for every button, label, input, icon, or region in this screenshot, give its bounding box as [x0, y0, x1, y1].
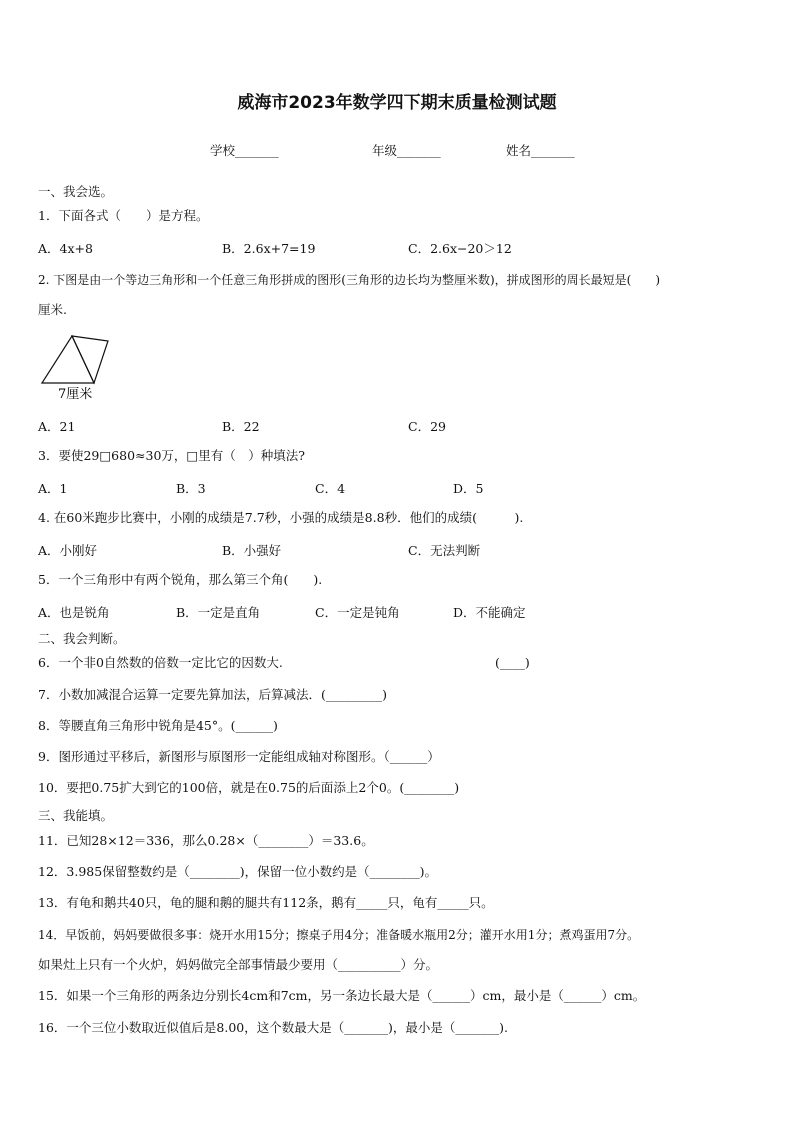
q4-option-a[interactable]: A．小刚好 [38, 543, 98, 558]
question-11: 11．已知28×12＝336，那么0.28×（________）＝33.6。 [38, 833, 374, 848]
q5-option-c[interactable]: C．一定是钝角 [315, 605, 400, 620]
question-2-cont: 厘米. [38, 302, 67, 317]
q5-option-b[interactable]: B．一定是直角 [176, 605, 261, 620]
page-title: 威海市2023年数学四下期末质量检测试题 [237, 93, 557, 113]
question-13: 13．有龟和鹅共40只，龟的腿和鹅的腿共有112条，鹅有_____只，龟有_____只。 [38, 895, 494, 910]
question-10: 10．要把0.75扩大到它的100倍，就是在0.75的后面添上2个0。(________) [38, 780, 460, 795]
section-heading-choice: 一、我会选。 [38, 184, 114, 199]
q1-option-b[interactable]: B．2.6x+7=19 [222, 241, 316, 256]
question-6-blank[interactable]: (____) [495, 655, 530, 670]
question-8: 8．等腰直角三角形中锐角是45°。(______) [38, 718, 278, 733]
name-label: 姓名 [506, 143, 532, 158]
q1-option-c[interactable]: C．2.6x−20＞12 [408, 241, 512, 256]
school-label: 学校 [210, 143, 236, 158]
q2-option-b[interactable]: B．22 [222, 419, 260, 434]
q2-option-c[interactable]: C．29 [408, 419, 446, 434]
q3-option-c[interactable]: C．4 [315, 481, 346, 496]
triangle-figure [36, 330, 116, 402]
q3-option-a[interactable]: A．1 [38, 481, 68, 496]
question-2: 2. 下图是由一个等边三角形和一个任意三角形拼成的图形(三角形的边长均为整厘米数)，拼成图形的周长最短是( ) [38, 273, 660, 287]
question-3: 3．要使29□680≈30万，□里有（ ）种填法? [38, 448, 305, 463]
grade-label: 年级 [372, 143, 398, 158]
question-4: 4. 在60米跑步比赛中，小刚的成绩是7.7秒，小强的成绩是8.8秒．他们的成绩( ). [38, 510, 524, 525]
question-7: 7．小数加减混合运算一定要先算加法，后算减法．(_________) [38, 687, 387, 702]
school-field[interactable] [210, 141, 279, 159]
question-14-cont: 如果灶上只有一个火炉，妈妈做完全部事情最少要用（__________）分。 [38, 957, 439, 972]
section-heading-judge: 二、我会判断。 [38, 631, 126, 646]
q5-option-d[interactable]: D．不能确定 [453, 605, 526, 620]
grade-field[interactable] [372, 141, 441, 159]
question-9: 9．图形通过平移后，新图形与原图形一定能组成轴对称图形。（______） [38, 749, 440, 764]
grade-blank: _______ [397, 143, 441, 158]
name-field[interactable] [506, 141, 575, 159]
question-6: 6．一个非0自然数的倍数一定比它的因数大. [38, 655, 283, 670]
figure-label: 7厘米 [58, 387, 93, 402]
q4-option-b[interactable]: B．小强好 [222, 543, 282, 558]
question-12: 12．3.985保留整数约是（________)，保留一位小数约是（________)。 [38, 864, 437, 879]
question-16: 16．一个三位小数取近似值后是8.00，这个数最大是（_______)，最小是（_______). [38, 1020, 508, 1035]
question-5: 5．一个三角形中有两个锐角，那么第三个角( ). [38, 572, 323, 587]
q3-option-b[interactable]: B．3 [176, 481, 206, 496]
school-blank: _______ [235, 143, 279, 158]
q4-option-c[interactable]: C．无法判断 [408, 543, 481, 558]
question-1: 1．下面各式（ ）是方程。 [38, 208, 209, 223]
section-heading-fill: 三、我能填。 [38, 808, 114, 823]
question-14: 14．早饭前，妈妈要做很多事：烧开水用15分；擦桌子用4分；准备暖水瓶用2分；灌开水用1分；煮鸡蛋用7分。 [38, 928, 640, 942]
q3-option-d[interactable]: D．5 [453, 481, 484, 496]
question-15: 15．如果一个三角形的两条边分别长4cm和7cm，另一条边长最大是（______）cm，最小是（______）cm。 [38, 988, 646, 1003]
equilateral-triangle [42, 336, 94, 383]
q2-option-a[interactable]: A．21 [38, 419, 76, 434]
q1-option-a[interactable]: A．4x+8 [38, 241, 93, 256]
arbitrary-triangle [72, 336, 108, 383]
q5-option-a[interactable]: A．也是锐角 [38, 605, 110, 620]
name-blank: _______ [531, 143, 575, 158]
